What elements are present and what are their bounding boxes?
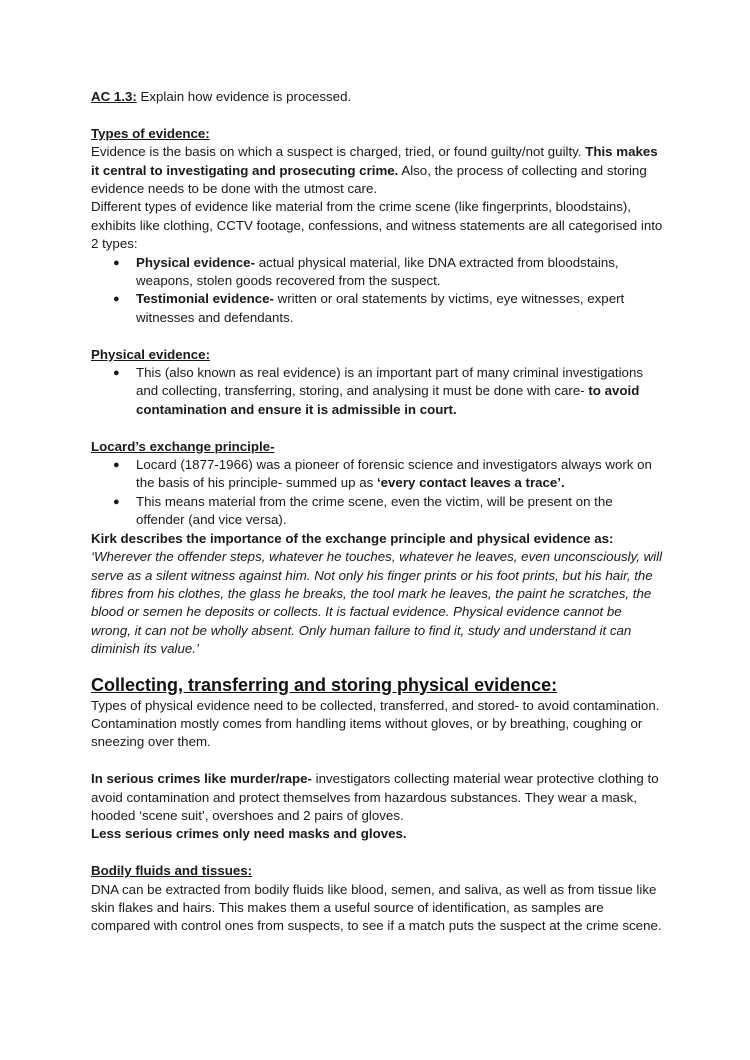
bold-span: ‘every contact leaves a trace’. [376,475,565,491]
ac-line [91,88,663,106]
text-span: written or oral statements by victims, eye witnesses, expert witnesses and defendants. [136,291,625,325]
text-span: actual physical material, like DNA extracted from bloodstains, weapons, stolen goods recovered from the suspect. [136,254,619,289]
types-paragraph-2: Different types of evidence like material from the crime scene (like fingerprints, bloodstains), exhibits like clothing, CCTV footage, confessions, and witness statements are all categorised into 2 types: [91,199,663,252]
bullet-icon: ● [113,293,120,306]
types-list [91,254,663,328]
ac-text: Explain how evidence is processed. [136,89,352,104]
locard-heading: Locard’s exchange principle- [91,438,275,454]
collecting-paragraph-1: Types of physical evidence need to be collected, transferred, and stored- to avoid contamination. Contamination mostly comes from handling items without gloves, or by breathing, coughing or sneezing over them. [91,697,660,750]
bodily-heading: Bodily fluids and tissues: [91,863,253,879]
collecting-paragraph-2 [91,770,663,825]
bullet-icon: ● [113,367,120,380]
bold-span: Physical evidence- [136,254,255,270]
text-span: investigators collecting material wear protective clothing to avoid contamination and protect themselves from hazardous substances. They wear a mask, hooded ‘scene suit’, overshoes and 2 pairs of gloves. [91,771,659,823]
bullet-icon: ● [113,256,120,269]
kirk-line: Kirk describes the importance of the exchange principle and physical evidence as: [91,530,614,546]
collecting-paragraph-3: Less serious crimes only need masks and gloves. [91,826,407,842]
text-span: This means material from the crime scene, even the victim, will be present on the offender (and vice versa). [136,493,613,528]
physical-list [91,364,663,419]
list-item [91,364,663,419]
physical-heading: Physical evidence: [91,346,210,362]
document-page [91,88,663,936]
text-span: Also, the process of collecting and storing evidence needs to be done with the utmost care. [91,162,647,197]
list-item [91,290,663,327]
bodily-paragraph-1: DNA can be extracted from bodily fluids like blood, semen, and saliva, as well as from tissue like skin flakes and hairs. This makes them a useful source of identification, as samples are compared with control ones from suspects, to see if a match puts the suspect at the crime scene. [91,881,662,934]
text-span: Evidence is the basis on which a suspect is charged, tried, or found guilty/not guilty. [91,144,586,160]
ac-label: AC 1.3: [91,89,137,104]
bullet-icon: ● [113,495,120,508]
list-item [91,493,663,530]
kirk-quote: ‘Wherever the offender steps, whatever he touches, whatever he leaves, even unconsciously, will serve as a silent witness against him. Not only his finger prints or his foot prints, but his hair, the fibres from his clothes, the glass he breaks, the tool mark he leaves, the paint he scratches, the blood or semen he deposits or collects. It is factual evidence. Physical evidence cannot be wrong, it can not be wholly absent. Only human failure to find it, study and understand it can diminish its value.’ [91,549,663,657]
bold-span: Testimonial evidence- [136,291,274,307]
types-paragraph-1 [91,143,663,198]
locard-list [91,456,663,530]
types-heading: Types of evidence: [91,125,210,141]
text-span: Locard (1877-1966) was a pioneer of forensic science and investigators always work on the basis of his principle- summed up as [136,457,652,491]
collecting-heading: Collecting, transferring and storing physical evidence: [91,674,558,695]
list-item [91,456,663,493]
text-span: This (also known as real evidence) is an important part of many criminal investigations and collecting, transferring, storing, and analysing it must be done with care- [136,365,643,399]
bold-span: This makes it central to investigating and prosecuting crime. [91,144,658,178]
list-item [91,254,663,291]
bold-span: In serious crimes like murder/rape- [91,771,312,787]
bullet-icon: ● [113,459,120,472]
bold-span: to avoid contamination and ensure it is admissible in court. [136,383,640,417]
